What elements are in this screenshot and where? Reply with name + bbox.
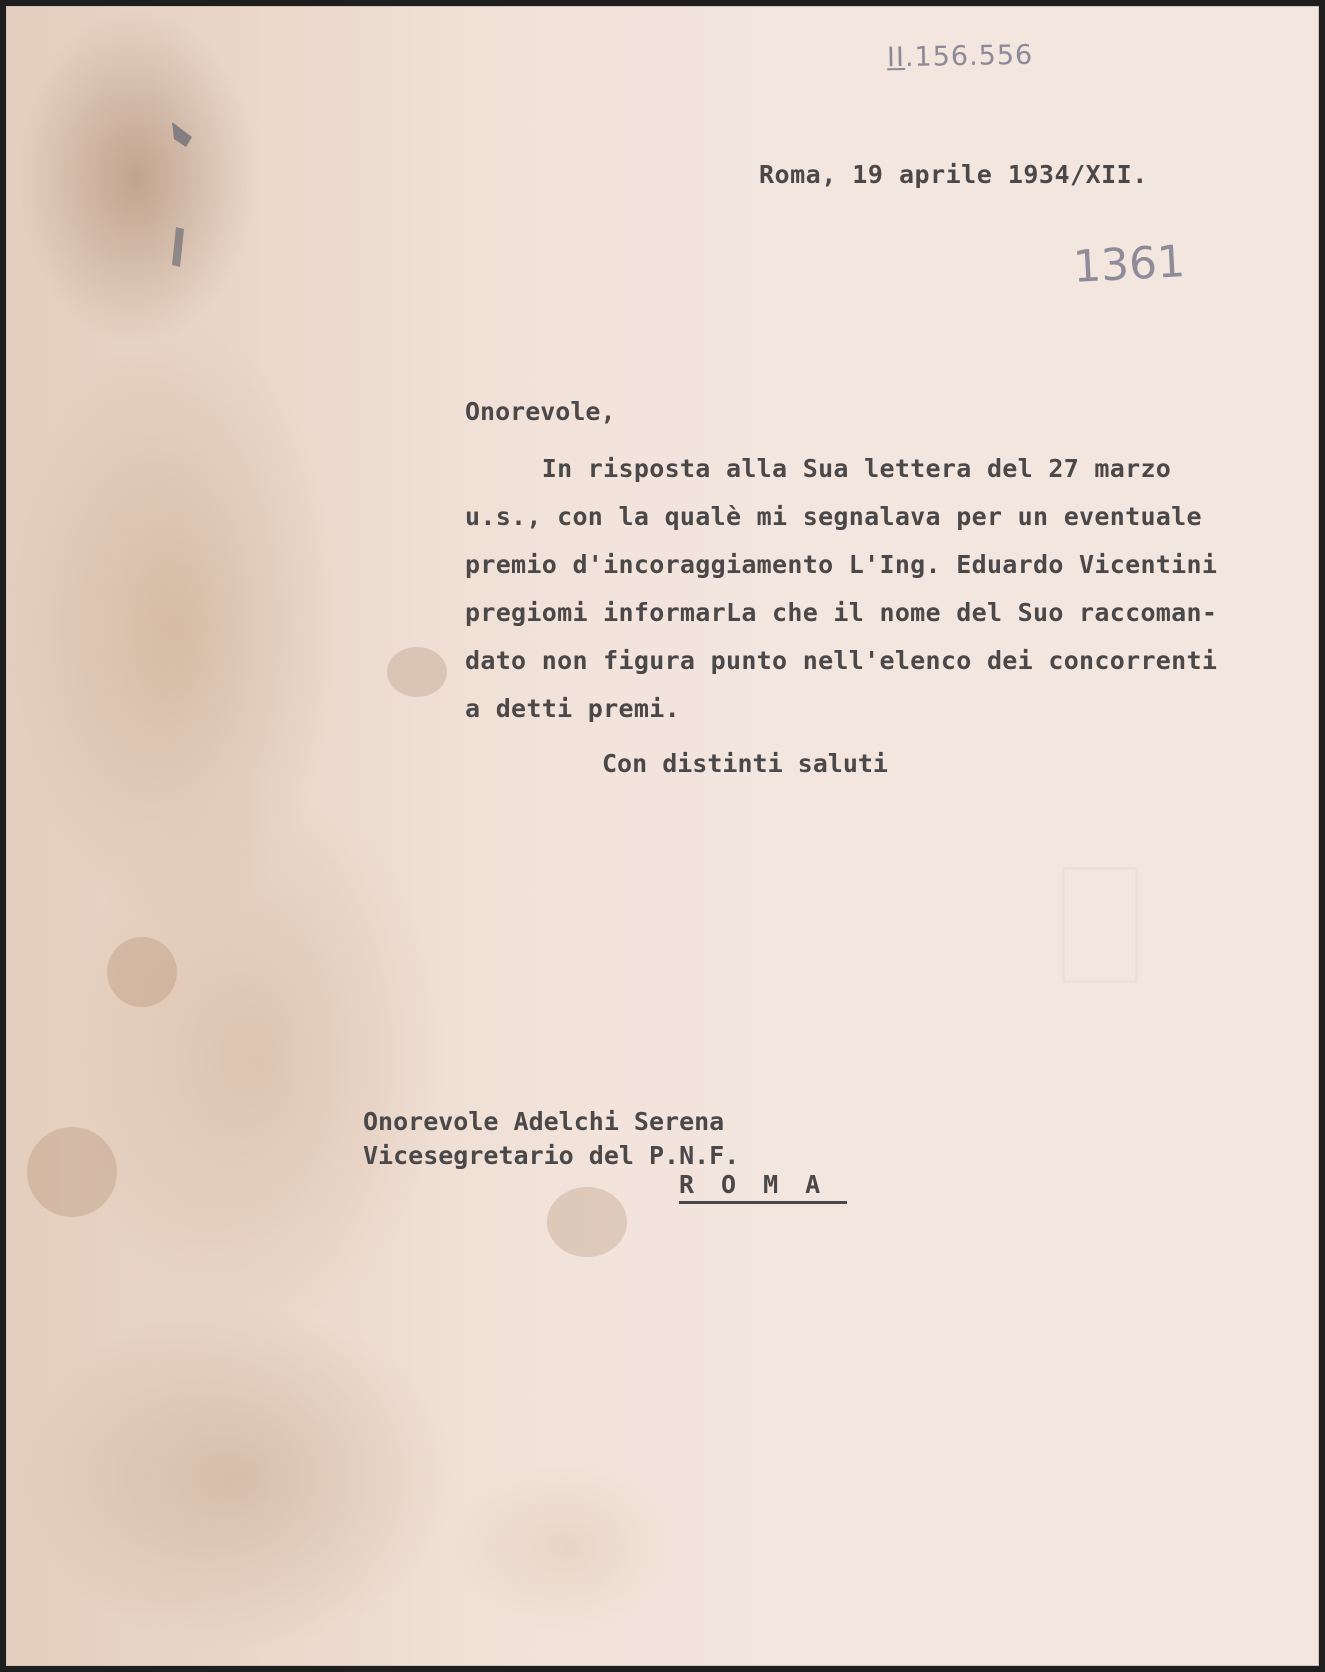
body-line: dato non figura punto nell'elenco dei concorrenti [465,646,1218,675]
body-line: a detti premi. [465,694,680,723]
date-line: Roma, 19 aprile 1934/XII. [759,160,1148,189]
body-line: u.s., con la qualè mi segnalava per un eventuale [465,502,1202,531]
archive-code [887,40,1034,74]
body-line: premio d'incoraggiamento L'Ing. Eduardo Vicentini [465,550,1218,579]
addressee-title: Vicesegretario del P.N.F. [363,1141,740,1170]
archive-code-prefix: II [886,41,906,74]
rusted-pin-mark-icon [162,117,198,267]
archive-code-number: .156.556 [904,39,1034,73]
body-line: pregiomi informarLa che il nome del Suo raccoman- [465,598,1218,627]
addressee-name: Onorevole Adelchi Serena [363,1107,725,1136]
stain [387,647,447,697]
closing: Con distinti saluti [602,749,888,778]
handwritten-number: 1361 [1071,236,1187,293]
stain [27,1127,117,1217]
bleed-through-mark [1062,867,1138,983]
letter-page [6,6,1319,1666]
salutation: Onorevole, [465,397,616,426]
stain [107,937,177,1007]
addressee-city: ROMA [679,1170,847,1204]
stain [547,1187,627,1257]
body-line: In risposta alla Sua lettera del 27 marzo [465,454,1172,483]
